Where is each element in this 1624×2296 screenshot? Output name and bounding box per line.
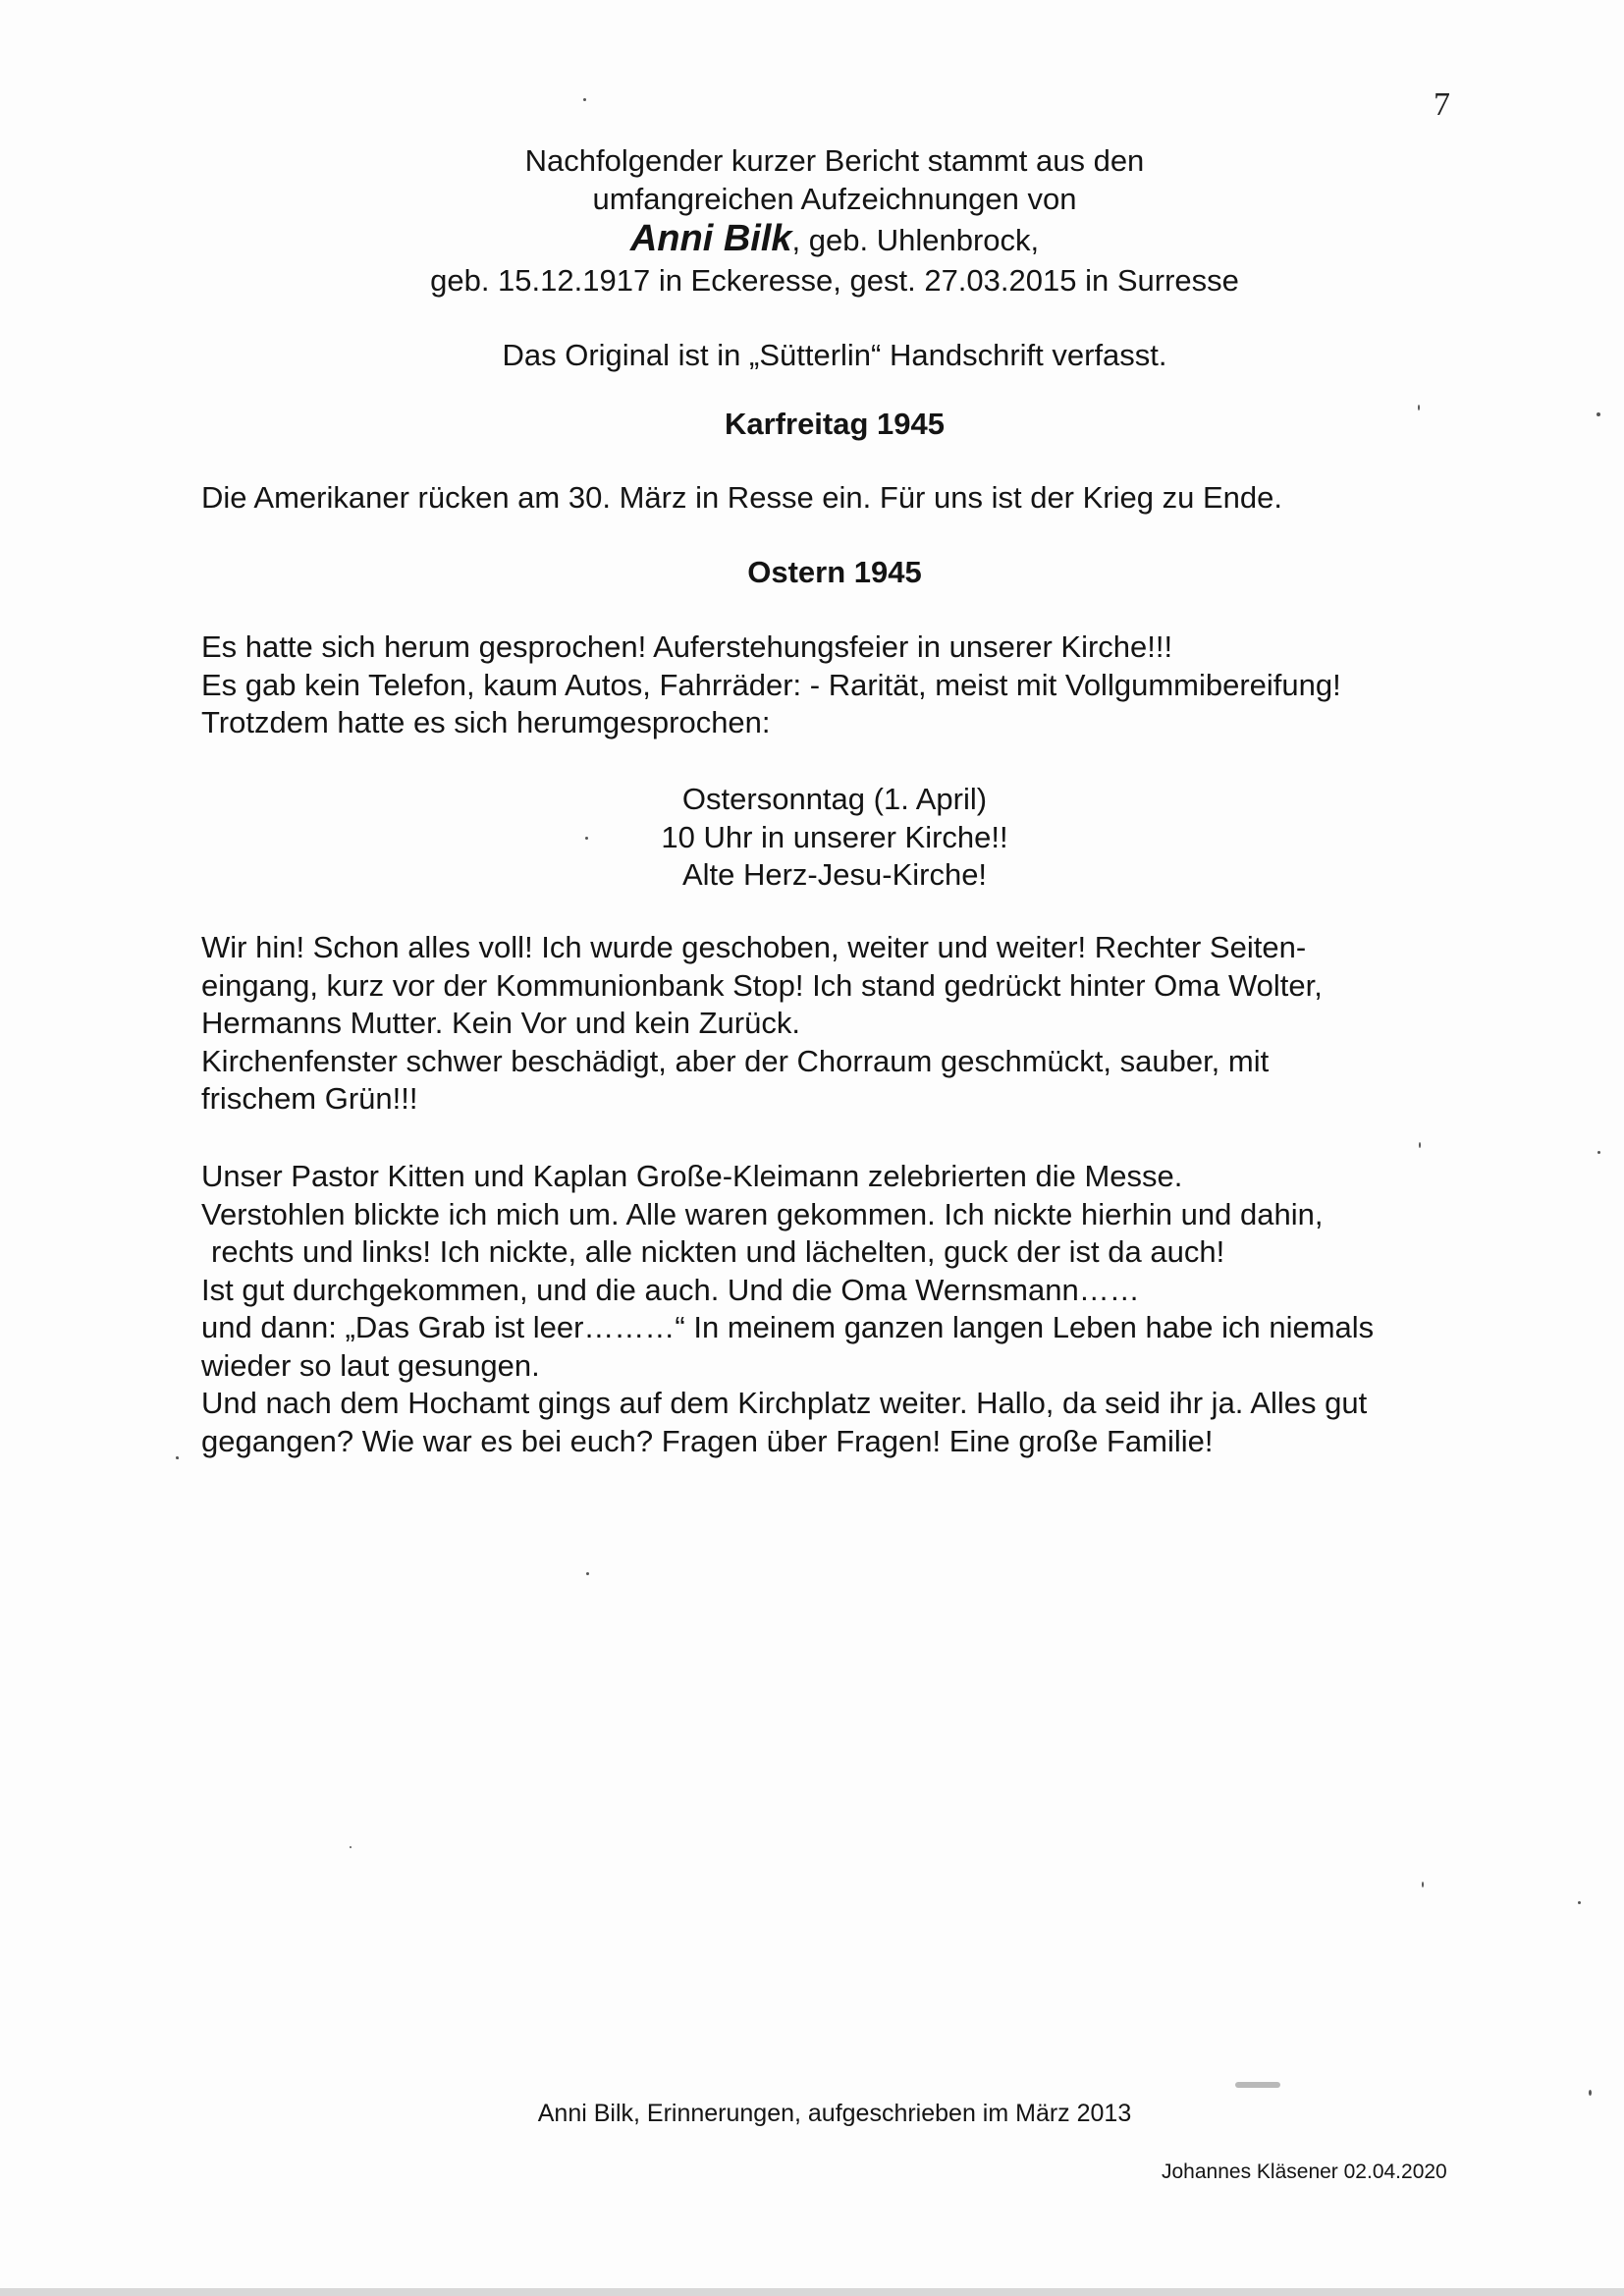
text-line: gegangen? Wie war es bei euch? Fragen über Fragen! Eine große Familie! bbox=[201, 1423, 1214, 1458]
text-line: Die Amerikaner rücken am 30. März in Resse ein. Für uns ist der Krieg zu Ende. bbox=[201, 480, 1282, 515]
paragraph-church bbox=[201, 929, 1478, 1119]
scan-speck bbox=[1597, 1151, 1600, 1154]
scan-speck bbox=[177, 1457, 179, 1459]
author-suffix: , geb. Uhlenbrock, bbox=[791, 223, 1040, 257]
text-line: Unser Pastor Kitten und Kaplan Große-Kleimann zelebrierten die Messe. bbox=[201, 1159, 1183, 1193]
scan-speck bbox=[1419, 1142, 1421, 1148]
credit-line: Johannes Kläsener 02.04.2020 bbox=[1162, 2160, 1447, 2183]
text-line: wieder so laut gesungen. bbox=[201, 1347, 540, 1383]
text-line: rechts und links! Ich nickte, alle nickten und lächelten, guck der ist da auch! bbox=[211, 1234, 1225, 1269]
paragraph-amerikaner bbox=[201, 479, 1478, 518]
author-name: Anni Bilk bbox=[629, 218, 792, 259]
page-number: 7 bbox=[1434, 86, 1450, 123]
text-line: Wir hin! Schon alles voll! Ich wurde geschoben, weiter und weiter! Rechter Seiten- bbox=[201, 930, 1307, 964]
text-line: Es hatte sich herum gesprochen! Auferstehungsfeier in unserer Kirche!!! bbox=[201, 629, 1173, 664]
intro-line-1: Nachfolgender kurzer Bericht stammt aus den bbox=[524, 143, 1145, 178]
heading-karfreitag: Karfreitag 1945 bbox=[724, 407, 945, 441]
scan-speck bbox=[585, 837, 588, 840]
text-line: Hermanns Mutter. Kein Vor und kein Zurück. bbox=[201, 1006, 800, 1040]
text-line: frischem Grün!!! bbox=[201, 1081, 418, 1116]
text-line: eingang, kurz vor der Kommunionbank Stop! Ich stand gedrückt hinter Oma Wolter, bbox=[201, 967, 1323, 1003]
scan-smudge bbox=[1235, 2082, 1280, 2088]
scan-speck bbox=[586, 1572, 589, 1575]
text-line: Kirchenfenster schwer beschädigt, aber der Chorraum geschmückt, sauber, mit bbox=[201, 1043, 1270, 1078]
scan-speck bbox=[583, 98, 586, 101]
scan-speck bbox=[350, 1846, 352, 1848]
text-line: Und nach dem Hochamt gings auf dem Kirchplatz weiter. Hallo, da seid ihr ja. Alles gut bbox=[201, 1386, 1368, 1420]
original-note: Das Original ist in „Sütterlin“ Handschrift verfasst. bbox=[502, 338, 1167, 372]
scan-speck bbox=[1578, 1901, 1581, 1904]
paragraph-mass bbox=[201, 1158, 1478, 1460]
paragraph-ostern-intro bbox=[201, 629, 1478, 742]
announcement-line: Ostersonntag (1. April) bbox=[681, 782, 988, 816]
heading-ostern: Ostern 1945 bbox=[747, 555, 922, 589]
intro-dates-line: geb. 15.12.1917 in Eckeresse, gest. 27.03.2015 in Surresse bbox=[430, 263, 1239, 298]
scan-bottom-edge bbox=[0, 2288, 1624, 2296]
text-line: und dann: „Das Grab ist leer………“ In meinem ganzen langen Leben habe ich niemals bbox=[201, 1310, 1375, 1344]
scan-speck bbox=[1597, 412, 1600, 416]
announcement-line: Alte Herz-Jesu-Kirche! bbox=[681, 857, 988, 892]
text-line: Verstohlen blickte ich mich um. Alle waren gekommen. Ich nickte hierhin und dahin, bbox=[201, 1196, 1324, 1231]
announcement-line: 10 Uhr in unserer Kirche!! bbox=[661, 819, 1008, 854]
scan-speck bbox=[1418, 405, 1420, 410]
signature-line: Anni Bilk, Erinnerungen, aufgeschrieben im März 2013 bbox=[537, 2100, 1132, 2127]
scan-speck bbox=[1589, 2090, 1592, 2096]
text-line: Es gab kein Telefon, kaum Autos, Fahrräder: - Rarität, meist mit Vollgummibereifung! bbox=[201, 667, 1341, 702]
text-line: Trotzdem hatte es sich herumgesprochen: bbox=[201, 705, 771, 739]
text-line: Ist gut durchgekommen, und die auch. Und die Oma Wernsmann…… bbox=[201, 1272, 1140, 1307]
intro-line-2: umfangreichen Aufzeichnungen von bbox=[592, 182, 1077, 216]
intro-block bbox=[245, 141, 1424, 300]
scan-speck bbox=[1422, 1882, 1424, 1887]
author-line bbox=[245, 218, 1424, 261]
announcement-block bbox=[245, 781, 1424, 895]
